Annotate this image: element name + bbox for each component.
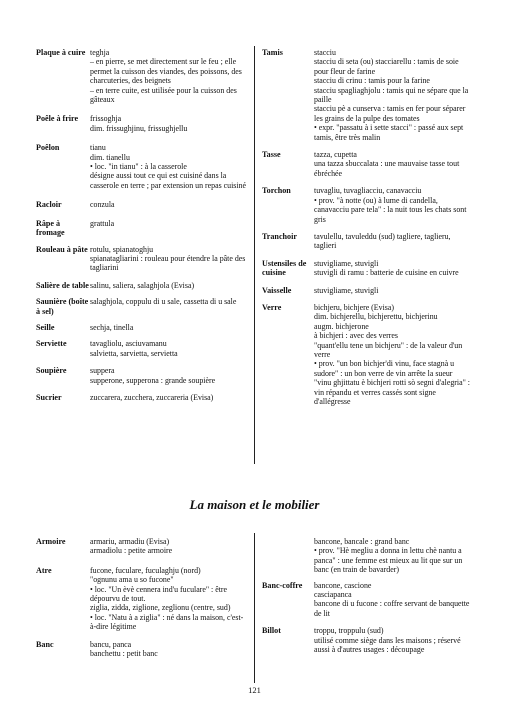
dictionary-entry bbox=[262, 626, 474, 654]
definition-line: – en terre cuite, est utilisée pour la cuisson des gâteaux bbox=[90, 85, 237, 105]
definition-line: stacciu di seta (ou) stacciarellu : tamis de soie pour fleur de farine bbox=[314, 57, 459, 76]
lower-left-column bbox=[36, 537, 246, 658]
dictionary-entry bbox=[36, 114, 246, 133]
dictionary-entry bbox=[262, 581, 474, 619]
definition-line: grattula bbox=[90, 218, 115, 228]
entry-term: Armoire bbox=[36, 537, 66, 546]
definition-line: ziglia, zidda, ziglione, zeglionu (centre, sud) bbox=[90, 603, 231, 613]
entry-definitions bbox=[90, 245, 246, 273]
definition-line: bancone, cascione bbox=[314, 580, 372, 590]
definition-line: tazza, cupetta bbox=[314, 150, 357, 160]
dictionary-entry bbox=[36, 219, 246, 238]
definition-line: rotulu, spianatoghju bbox=[90, 244, 154, 254]
entry-term: Sucrier bbox=[36, 392, 62, 402]
definition-line: augm. bichjerone bbox=[314, 321, 369, 331]
definition-line: supperone, supperona : grande soupière bbox=[90, 375, 216, 385]
definition-line: bancu, panca bbox=[90, 639, 132, 649]
entry-term: Atre bbox=[36, 565, 52, 575]
entry-definitions bbox=[314, 303, 474, 406]
definition-line: stacciu spagliaghjolu : tamis qui ne sépare que la paille bbox=[314, 85, 469, 105]
dictionary-entry bbox=[262, 537, 474, 575]
definition-line: stacciu pè a cunserva : tamis en fer pour séparer les grains de la pulpe des tomates bbox=[314, 104, 466, 123]
entry-definitions bbox=[90, 281, 246, 290]
entry-definitions bbox=[90, 323, 246, 332]
definition-line: armadiolu : petite armoire bbox=[90, 546, 173, 556]
entry-term: Râpe à fromage bbox=[36, 218, 65, 238]
entry-definitions bbox=[90, 339, 246, 358]
definition-line: "ognunu ama u so fucone" bbox=[90, 575, 174, 585]
definition-line: – en pierre, se met directement sur le feu ; elle permet la cuisson des viandes, des poissons, des charcuteries, des beignets bbox=[90, 57, 242, 86]
column-divider-lower bbox=[254, 533, 255, 683]
upper-right-column bbox=[262, 48, 474, 406]
definition-line: utilisé comme siège dans les maisons ; réservé aussi à d'autres usages : découpage bbox=[314, 635, 461, 655]
entry-definitions bbox=[314, 626, 474, 654]
lower-right-column bbox=[262, 537, 474, 654]
entry-term: Tamis bbox=[262, 48, 283, 57]
definition-line: tianu bbox=[90, 143, 106, 153]
entry-term: Tasse bbox=[262, 150, 281, 160]
definition-line: troppu, troppulu (sud) bbox=[314, 626, 384, 636]
entry-term: Poêlon bbox=[36, 143, 60, 153]
entry-definitions bbox=[90, 48, 246, 104]
entry-term: Tranchoir bbox=[262, 231, 297, 241]
dictionary-entry bbox=[36, 297, 246, 316]
definition-line: dim. tianellu bbox=[90, 152, 130, 162]
dictionary-entry bbox=[36, 281, 246, 290]
definition-line: conzula bbox=[90, 200, 115, 210]
dictionary-entry bbox=[262, 48, 474, 142]
definition-line: tavulellu, tavuleddu (sud) tagliere, taglieru, taglieri bbox=[314, 231, 451, 251]
definition-line: teghja bbox=[90, 48, 110, 57]
definition-line: bancone di u fucone : coffre servant de banquette de lit bbox=[314, 599, 470, 618]
definition-line: à bichjeri : avec des verres bbox=[314, 331, 398, 341]
definition-line: salvietta, sarvietta, servietta bbox=[90, 348, 178, 358]
upper-left-column bbox=[36, 48, 246, 402]
definition-line: désigne aussi tout ce qui est cuisiné dans la casserole en terre ; par extension un repas cuisiné bbox=[90, 171, 246, 190]
dictionary-entry bbox=[36, 366, 246, 385]
entry-definitions bbox=[90, 297, 246, 306]
definition-line: salinu, saliera, salaghjola (Evisa) bbox=[90, 280, 195, 290]
dictionary-entry bbox=[36, 537, 246, 556]
definition-line: zuccarera, zucchera, zuccareria (Evisa) bbox=[90, 392, 214, 402]
entry-definitions bbox=[90, 366, 246, 385]
dictionary-entry bbox=[36, 339, 246, 358]
entry-definitions bbox=[90, 200, 246, 209]
definition-line: bancone, bancale : grand banc bbox=[314, 537, 410, 546]
dictionary-entry bbox=[262, 232, 474, 251]
definition-line: stacciu di crinu : tamis pour la farine bbox=[314, 76, 430, 86]
dictionary-entry bbox=[262, 286, 474, 295]
definition-line: stuvigliame, stuvigli bbox=[314, 258, 379, 268]
dictionary-entry bbox=[36, 48, 246, 104]
entry-term: Saunière (boîte à sel) bbox=[36, 297, 89, 316]
definition-line: • expr. "passatu à i sette stacci" : passé aux sept tamis, être très malin bbox=[314, 123, 464, 142]
definition-line: "vinu ghjittatu è bichjeri rotti sò segni d'alegria" : vin répandu et verres cassés sont signe d'allégresse bbox=[314, 378, 470, 406]
entry-definitions bbox=[90, 219, 246, 228]
entry-definitions bbox=[314, 286, 474, 295]
definition-line: dim. bichjerellu, bichjerettu, bichjerinu bbox=[314, 312, 438, 322]
entry-term: Rouleau à pâte bbox=[36, 244, 88, 254]
definition-line: bichjeru, bichjere (Evisa) bbox=[314, 302, 394, 312]
column-divider-upper bbox=[254, 46, 255, 464]
entry-definitions bbox=[314, 186, 474, 224]
definition-line: dim. frissughjinu, frissughjellu bbox=[90, 123, 188, 133]
section-title: La maison et le mobilier bbox=[189, 497, 320, 512]
definition-line: • prov. "Hè megliu a donna in lettu chè nantu a panca" : une femme est mieux au lit que sur un banc (en train de bavarder) bbox=[314, 546, 463, 575]
entry-term: Banc-coffre bbox=[262, 580, 303, 590]
entry-definitions bbox=[314, 537, 474, 575]
entry-term: Torchon bbox=[262, 186, 291, 196]
entry-term: Racloir bbox=[36, 200, 62, 210]
entry-definitions bbox=[90, 393, 246, 402]
definition-line: stacciu bbox=[314, 48, 336, 57]
entry-definitions bbox=[314, 581, 474, 619]
entry-term: Plaque à cuire bbox=[36, 48, 86, 57]
definition-line: banchettu : petit banc bbox=[90, 649, 158, 659]
entry-definitions bbox=[314, 48, 474, 142]
definition-line: salaghjola, coppulu di u sale, cassetta di u sale bbox=[90, 297, 237, 307]
entry-definitions bbox=[90, 143, 246, 190]
entry-definitions bbox=[314, 259, 474, 278]
definition-line: tuvagliu, tuvagliacciu, canavacciu bbox=[314, 186, 422, 196]
dictionary-entry bbox=[36, 143, 246, 190]
definition-line: casciapanca bbox=[314, 590, 352, 600]
entry-definitions bbox=[90, 640, 246, 659]
entry-term: Serviette bbox=[36, 339, 67, 349]
entry-term: Salière de table bbox=[36, 280, 89, 290]
dictionary-entry bbox=[262, 259, 474, 278]
definition-line: una tazza sbuccalata : une mauvaise tasse tout ébréchée bbox=[314, 159, 460, 178]
entry-definitions bbox=[314, 232, 474, 251]
dictionary-entry bbox=[262, 150, 474, 178]
definition-line: • prov. "un bon bichjer'di vinu, face stagnà u sudore" : un bon verre de vin arrête la sueur bbox=[314, 359, 455, 378]
entry-definitions bbox=[90, 537, 246, 556]
entry-term: Seille bbox=[36, 322, 55, 332]
definition-line: • loc. "in tianu" : à la casserole bbox=[90, 162, 187, 172]
definition-line: • loc. "Un èvè cennera ind'u fuculare" : être dépourvu de tout. bbox=[90, 584, 228, 604]
definition-line: suppera bbox=[90, 366, 115, 376]
dictionary-entry bbox=[262, 186, 474, 224]
dictionary-entry bbox=[36, 323, 246, 332]
definition-line: spianatagliarini : rouleau pour étendre la pâte des tagliarini bbox=[90, 253, 246, 273]
dictionary-entry bbox=[36, 566, 246, 632]
definition-line: • loc. "Natu à a ziglia" : né dans la maison, c'est-à-dire légitime bbox=[90, 612, 244, 632]
dictionary-entry bbox=[36, 245, 246, 273]
entry-term: Banc bbox=[36, 639, 54, 649]
definition-line: stuvigli di ramu : batterie de cuisine en cuivre bbox=[314, 268, 459, 278]
definition-line: sechja, tinella bbox=[90, 322, 134, 332]
entry-definitions bbox=[314, 150, 474, 178]
entry-term: Poêle à frire bbox=[36, 114, 79, 124]
dictionary-entry bbox=[262, 303, 474, 406]
definition-line: • prov. "à notte (ou) à lume di candella, canavacciu pare tela" : la nuit tous les chats sont gris bbox=[314, 195, 467, 224]
dictionary-entry bbox=[36, 393, 246, 402]
definition-line: fucone, fuculare, fuculaghju (nord) bbox=[90, 565, 201, 575]
definition-line: "quant'ellu tene un bichjeru" : de la valeur d'un verre bbox=[314, 340, 463, 359]
entry-term: Vaisselle bbox=[262, 285, 292, 295]
entry-term: Verre bbox=[262, 302, 282, 312]
definition-line: tavagliolu, asciuvamanu bbox=[90, 339, 167, 349]
entry-term: Ustensiles de cuisine bbox=[262, 258, 307, 278]
dictionary-entry bbox=[36, 640, 246, 659]
entry-term: Soupière bbox=[36, 366, 67, 376]
page-number: 121 bbox=[248, 685, 261, 695]
entry-term: Billot bbox=[262, 626, 281, 636]
entry-definitions bbox=[90, 566, 246, 632]
entry-definitions bbox=[90, 114, 246, 133]
dictionary-entry bbox=[36, 200, 246, 209]
definition-line: armariu, armadiu (Evisa) bbox=[90, 537, 170, 546]
definition-line: frissoghja bbox=[90, 114, 122, 124]
definition-line: stuvigliame, stuvigli bbox=[314, 285, 379, 295]
